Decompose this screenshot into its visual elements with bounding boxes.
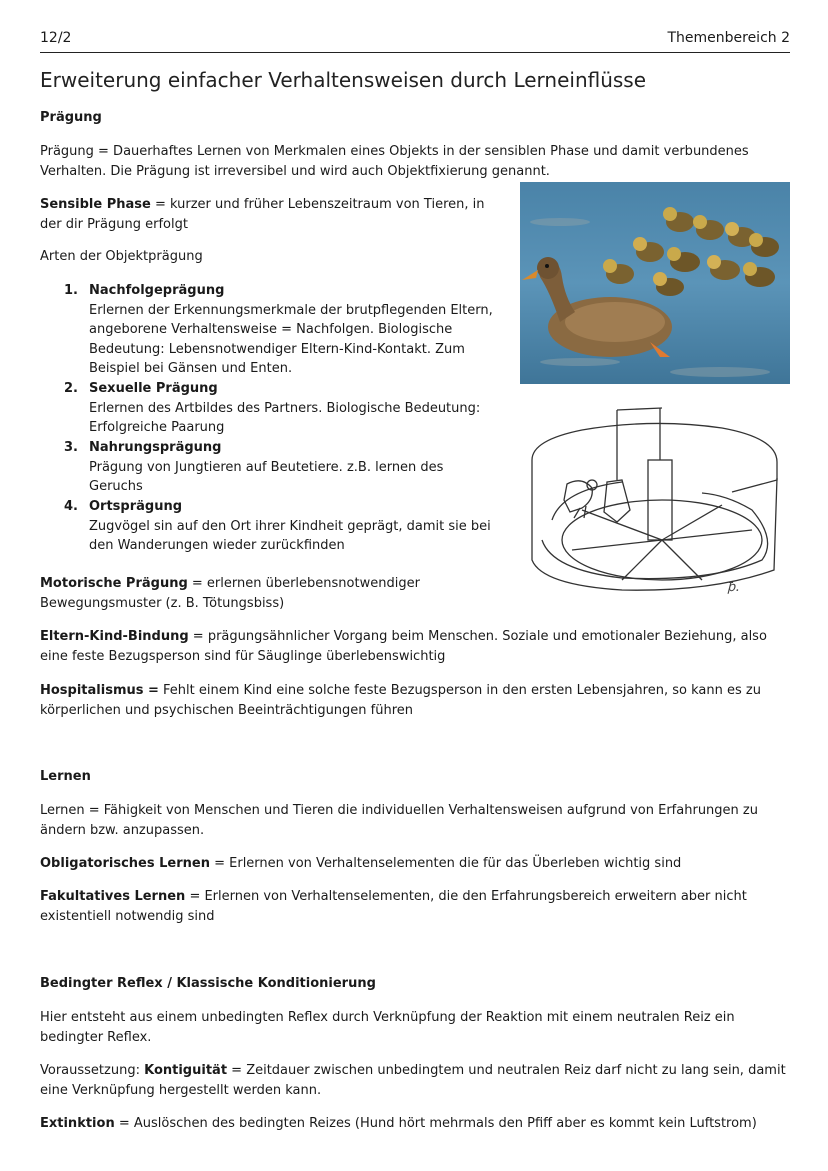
praegung-types-list — [64, 281, 504, 556]
list-item-title: Ortsprägung — [89, 499, 183, 514]
reflex-definition: Hier entsteht aus einem unbedingten Reflex durch Verknüpfung der Reaktion mit einem neutralen Reiz ein bedingter Reflex. — [40, 1010, 735, 1045]
kontiguitaet-text — [40, 1061, 790, 1101]
list-item — [64, 281, 504, 379]
term-extinktion: Extinktion — [40, 1116, 115, 1131]
list-item — [64, 438, 504, 497]
definition-line-1: Prägung = Dauerhaftes Lernen von Merkmalen eines Objekts in der sensiblen Phase und damit verbundenes — [40, 144, 749, 159]
motorische-praegung-text — [40, 574, 440, 614]
list-item-text: Erlernen der Erkennungsmerkmale der brutpflegenden Eltern, angeborene Verhaltensweise = Nachfolgen. Biologische Bedeutung: Lebensnotwendiger Eltern-Kind-Kontakt. Zum Beispiel bei Gänsen und Enten. — [89, 302, 493, 377]
sensible-phase-definition: = kurzer und früher Lebenszeitraum von Tieren, in der dir Prägung erfolgt — [40, 197, 485, 232]
fakultatives-lernen-definition: = Erlernen von Verhaltenselementen, die den Erfahrungsbereich erweitern aber nicht existentiell notwendig sind — [40, 889, 747, 924]
definition-line-2: Verhalten. Die Prägung ist irreversibel und wird auch Objektfixierung genannt. — [40, 164, 550, 179]
list-item-text: Zugvögel sin auf den Ort ihrer Kindheit geprägt, damit sie bei den Wanderungen wieder zurückfinden — [89, 518, 491, 554]
arten-label: Arten der Objektprägung — [40, 249, 203, 264]
list-item-title: Sexuelle Prägung — [89, 381, 218, 396]
list-item-text: Prägung von Jungtieren auf Beutetiere. z.B. lernen des Geruchs — [89, 459, 444, 495]
section-heading-praegung: Prägung — [40, 110, 102, 125]
list-item-title: Nahrungsprägung — [89, 440, 222, 455]
praegung-definition — [40, 142, 790, 182]
list-number: 4. — [64, 499, 78, 514]
term-sensible-phase: Sensible Phase — [40, 197, 151, 212]
list-item-text: Erlernen des Artbildes des Partners. Biologische Bedeutung: Erfolgreiche Paarung — [89, 400, 481, 436]
eltern-kind-bindung-text — [40, 627, 790, 667]
page-header — [40, 30, 790, 53]
motorische-praegung-definition: = erlernen überlebensnotwendiger Bewegungsmuster (z. B. Tötungsbiss) — [40, 576, 420, 611]
list-item — [64, 497, 504, 556]
obligatorisches-lernen-text — [40, 854, 790, 874]
list-number: 1. — [64, 283, 78, 298]
term-kontiguitaet: Kontiguität — [144, 1063, 228, 1078]
term-motorische-praegung: Motorische Prägung — [40, 576, 188, 591]
list-item — [64, 379, 504, 438]
list-item-title: Nachfolgeprägung — [89, 283, 225, 298]
obligatorisches-lernen-definition: = Erlernen von Verhaltenselementen die für das Überleben wichtig sind — [209, 856, 682, 871]
section-heading-reflex: Bedingter Reflex / Klassische Konditionierung — [40, 976, 376, 991]
kontiguitaet-definition: = Zeitdauer zwischen unbedingtem und neutralen Reiz darf nicht zu lang sein, damit eine Verknüpfung hergestellt werden kann. — [40, 1063, 786, 1098]
topic-label: Themenbereich 2 — [667, 30, 790, 46]
imprinting-apparatus-drawing — [522, 400, 792, 600]
extinktion-text — [40, 1114, 790, 1134]
page-title: Erweiterung einfacher Verhaltensweisen durch Lerneinflüsse — [40, 68, 647, 92]
fakultatives-lernen-text — [40, 887, 770, 927]
term-hospitalismus: Hospitalismus = — [40, 683, 159, 698]
lernen-definition: Lernen = Fähigkeit von Menschen und Tieren die individuellen Verhaltensweisen aufgrund von Erfahrungen zu ändern bzw. anzupassen. — [40, 803, 758, 838]
hospitalismus-definition: Fehlt einem Kind eine solche feste Bezugsperson in den ersten Lebensjahren, so kann es zu körperlichen und psychischen Beeinträchtigungen führen — [40, 683, 761, 718]
term-obligatorisches-lernen: Obligatorisches Lernen — [40, 856, 210, 871]
extinktion-definition: = Auslöschen des bedingten Reizes (Hund hört mehrmals den Pfiff aber es kommt kein Luftstrom) — [114, 1116, 757, 1131]
section-heading-lernen: Lernen — [40, 769, 91, 784]
list-number: 3. — [64, 440, 78, 455]
artist-signature: ꝥ. — [727, 580, 740, 595]
page-number: 12/2 — [40, 30, 72, 46]
eltern-kind-bindung-definition: = prägungsähnlicher Vorgang beim Menschen. Soziale und emotionaler Beziehung, also eine feste Bezugsperson sind für Säuglinge überlebenswichtig — [40, 629, 767, 664]
term-eltern-kind-bindung: Eltern-Kind-Bindung — [40, 629, 189, 644]
sensible-phase-text — [40, 195, 505, 235]
voraussetzung-label: Voraussetzung: — [40, 1063, 145, 1078]
list-number: 2. — [64, 381, 78, 396]
duck-with-ducklings-photo — [520, 182, 790, 384]
hospitalismus-text — [40, 681, 790, 721]
term-fakultatives-lernen: Fakultatives Lernen — [40, 889, 186, 904]
